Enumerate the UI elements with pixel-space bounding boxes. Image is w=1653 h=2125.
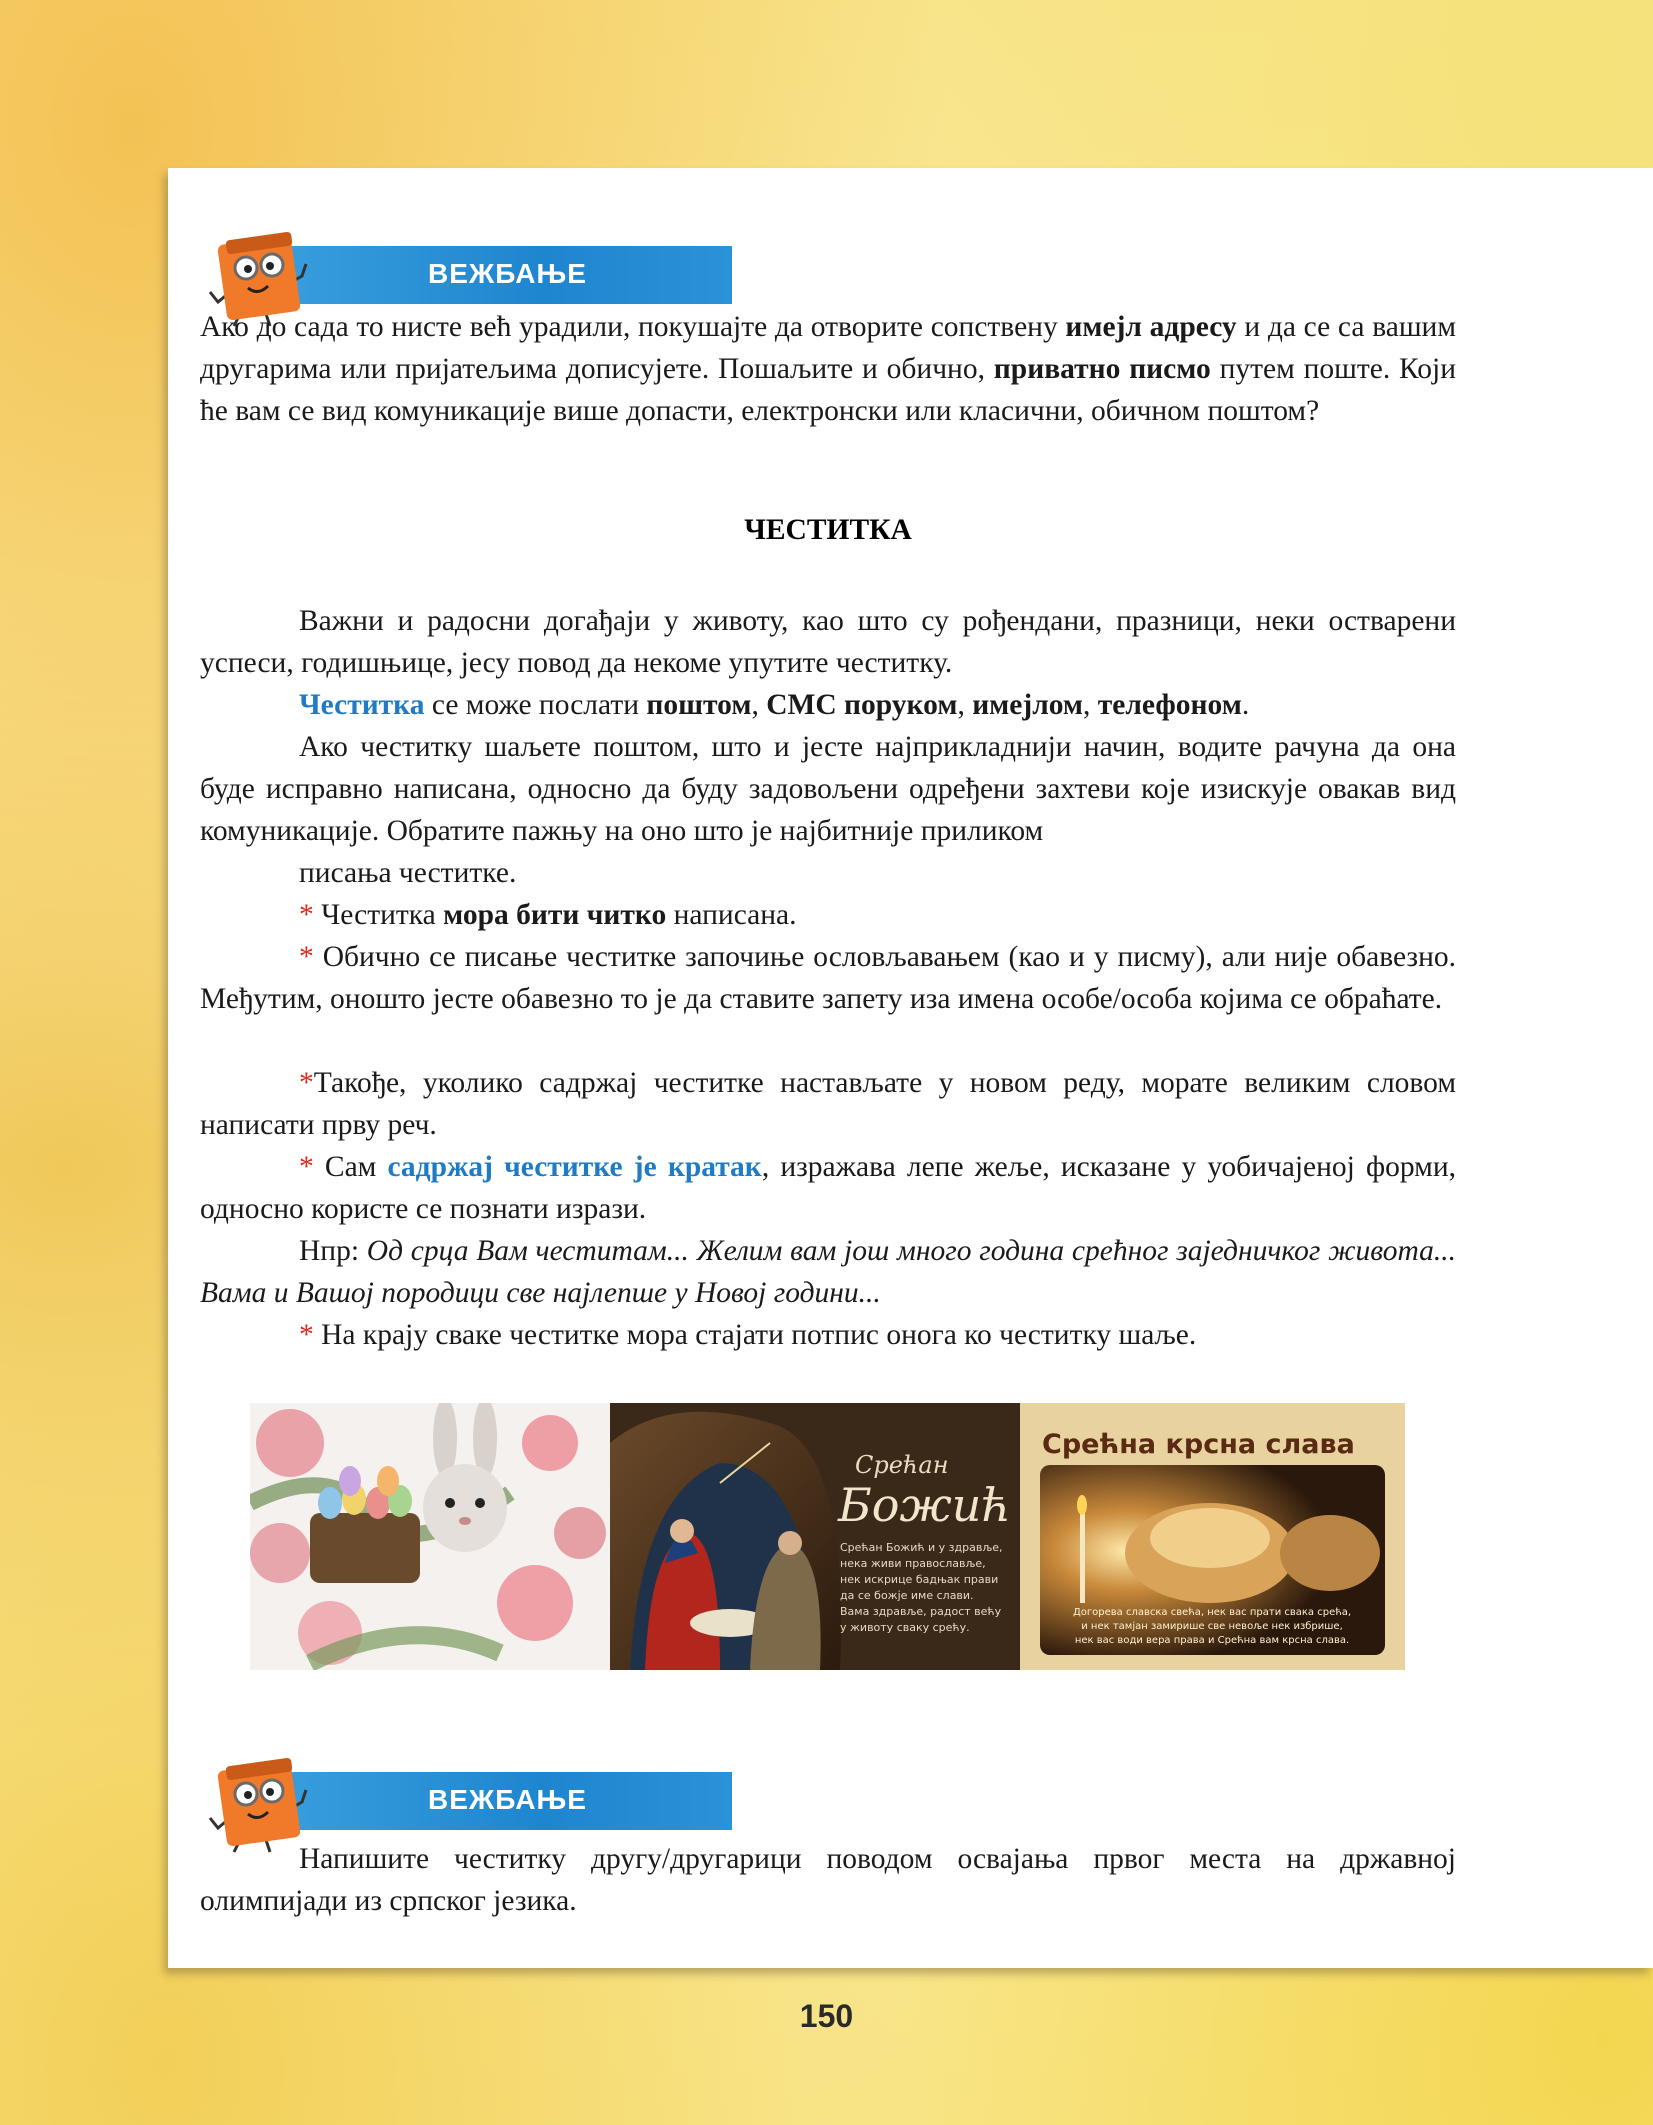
slava-card bbox=[1020, 1403, 1405, 1670]
intro-text: путем поште. Који ће вам се вид комуникације више допасти, електронски или класични, обичном поштом? bbox=[200, 353, 1456, 427]
paragraph-3: Ако честитку шаљете поштом, што и јесте најприкладнији начин, водите рачуна да она буде исправно написана, односно да буду задовољени одређени захтеви које изискује овакав вид комуникације. Обратите пажњу на оно што је најбитније приликом bbox=[200, 731, 1456, 847]
exercise-banner-1 bbox=[200, 222, 732, 314]
task-paragraph: Напишите честитку другу/другарици поводом освајања првог места на државној олимпијади из српског језика. bbox=[200, 1843, 1456, 1917]
text: На крају сваке честитке мора стајати потпис онога ко честитку шаље. bbox=[313, 1319, 1197, 1351]
rule-3 bbox=[200, 1062, 1456, 1146]
svg-text:нек вас води вера права и Срећ: нек вас води вера права и Срећна вам крсна слава. bbox=[1074, 1635, 1350, 1646]
paragraph-1: Важни и радосни догађаји у животу, као што су рођендани, празници, неки остварени успеси, годишњице, јесу повод да некоме упутите честитку. bbox=[200, 605, 1456, 679]
greeting-cards-image bbox=[250, 1403, 1405, 1670]
bold-term: имејлом bbox=[972, 689, 1084, 721]
highlight-term: садржај честитке је кратак bbox=[387, 1151, 762, 1183]
bold-term: СМС поруком bbox=[766, 689, 958, 721]
intro-bold-email: имејл адресу bbox=[1065, 311, 1237, 343]
example-label: Нпр: bbox=[299, 1235, 367, 1267]
text: Сам bbox=[313, 1151, 388, 1183]
section-title: ЧЕСТИТКА bbox=[744, 514, 912, 546]
exercise-banner-bar bbox=[260, 246, 732, 304]
easter-card bbox=[250, 1403, 610, 1670]
asterisk: * bbox=[299, 899, 314, 931]
svg-text:Вама здравље, радост већу: Вама здравље, радост већу bbox=[840, 1605, 1002, 1618]
paragraph-3-end: писања честитке. bbox=[299, 857, 517, 889]
text: , bbox=[751, 689, 767, 721]
bold-term: телефоном bbox=[1097, 689, 1242, 721]
christmas-card-title-line1: Срећан bbox=[855, 1451, 949, 1479]
text: се може послати bbox=[424, 689, 647, 721]
asterisk: * bbox=[299, 941, 314, 973]
christmas-card bbox=[610, 1403, 1020, 1670]
text: Обично се писање честитке започиње ословљавањем (као и у писму), али није обавезно. Међутим, оношто јесте обавезно то је да ставите запету иза имена особе/особа којима се обраћате. bbox=[200, 941, 1456, 1015]
slava-card-title: Срећна крсна слава bbox=[1042, 1429, 1355, 1460]
svg-text:Догорева славска свећа, нек ва: Догорева славска свећа, нек вас прати свака срећа, bbox=[1072, 1607, 1352, 1618]
svg-text:Срећан Божић и у здравље,: Срећан Божић и у здравље, bbox=[840, 1541, 1003, 1554]
intro-text: и да се са вашим другарима или пријатељима дописујете. Пошаљите и обично, bbox=[200, 311, 1456, 385]
svg-text:нек искрице бадњак прави: нек искрице бадњак прави bbox=[840, 1573, 999, 1586]
paragraph-2 bbox=[200, 684, 1456, 726]
text: , bbox=[1083, 689, 1098, 721]
intro-bold-letter: приватно писмо bbox=[993, 353, 1211, 385]
rule-4 bbox=[200, 1146, 1456, 1230]
example bbox=[200, 1230, 1456, 1314]
exercise-label: ВЕЖБАЊЕ bbox=[428, 1784, 587, 1815]
rule-1 bbox=[200, 894, 1456, 936]
svg-text:у животу сваку срећу.: у животу сваку срећу. bbox=[840, 1621, 970, 1634]
page-number: 150 bbox=[799, 1998, 854, 2034]
asterisk: * bbox=[299, 1319, 314, 1351]
asterisk: * bbox=[299, 1067, 314, 1099]
rule-2 bbox=[200, 936, 1456, 1020]
intro-paragraph bbox=[200, 306, 1456, 432]
text: написана. bbox=[666, 899, 797, 931]
text: , изражава лепе жеље, исказане у уобичајеној форми, односно користе се познати изрази. bbox=[200, 1151, 1456, 1225]
text: Такође, уколико садржај честитке настављате у новом реду, морате великим словом написати прву реч. bbox=[200, 1067, 1456, 1141]
text: . bbox=[1241, 689, 1250, 721]
exercise-banner-2 bbox=[200, 1748, 732, 1840]
asterisk: * bbox=[299, 1151, 314, 1183]
exercise-label: ВЕЖБАЊЕ bbox=[428, 258, 587, 289]
intro-text: Ако до сада то нисте већ урадили, покушајте да отворите сопствену bbox=[200, 311, 1066, 343]
christmas-card-title-line2: Божић bbox=[838, 1478, 1012, 1532]
example-text: Од срца Вам честитам... Желим вам још много година срећног заједничког живота... Вама и Вашој породици све најлепше у Новој години... bbox=[200, 1235, 1456, 1309]
svg-text:и нек тамјан замирише све нево: и нек тамјан замирише све невоље нек избрише, bbox=[1081, 1621, 1343, 1632]
text: , bbox=[957, 689, 973, 721]
svg-text:нека живи православље,: нека живи православље, bbox=[840, 1557, 986, 1570]
highlight-term: Честитка bbox=[299, 689, 425, 721]
rule-5 bbox=[200, 1314, 1456, 1356]
bold-term: поштом bbox=[646, 689, 752, 721]
exercise-banner-bar bbox=[260, 1772, 732, 1830]
bold-term: мора бити читко bbox=[443, 899, 667, 931]
svg-text:да се божје име слави.: да се божје име слави. bbox=[840, 1589, 974, 1602]
text: Честитка bbox=[313, 899, 444, 931]
